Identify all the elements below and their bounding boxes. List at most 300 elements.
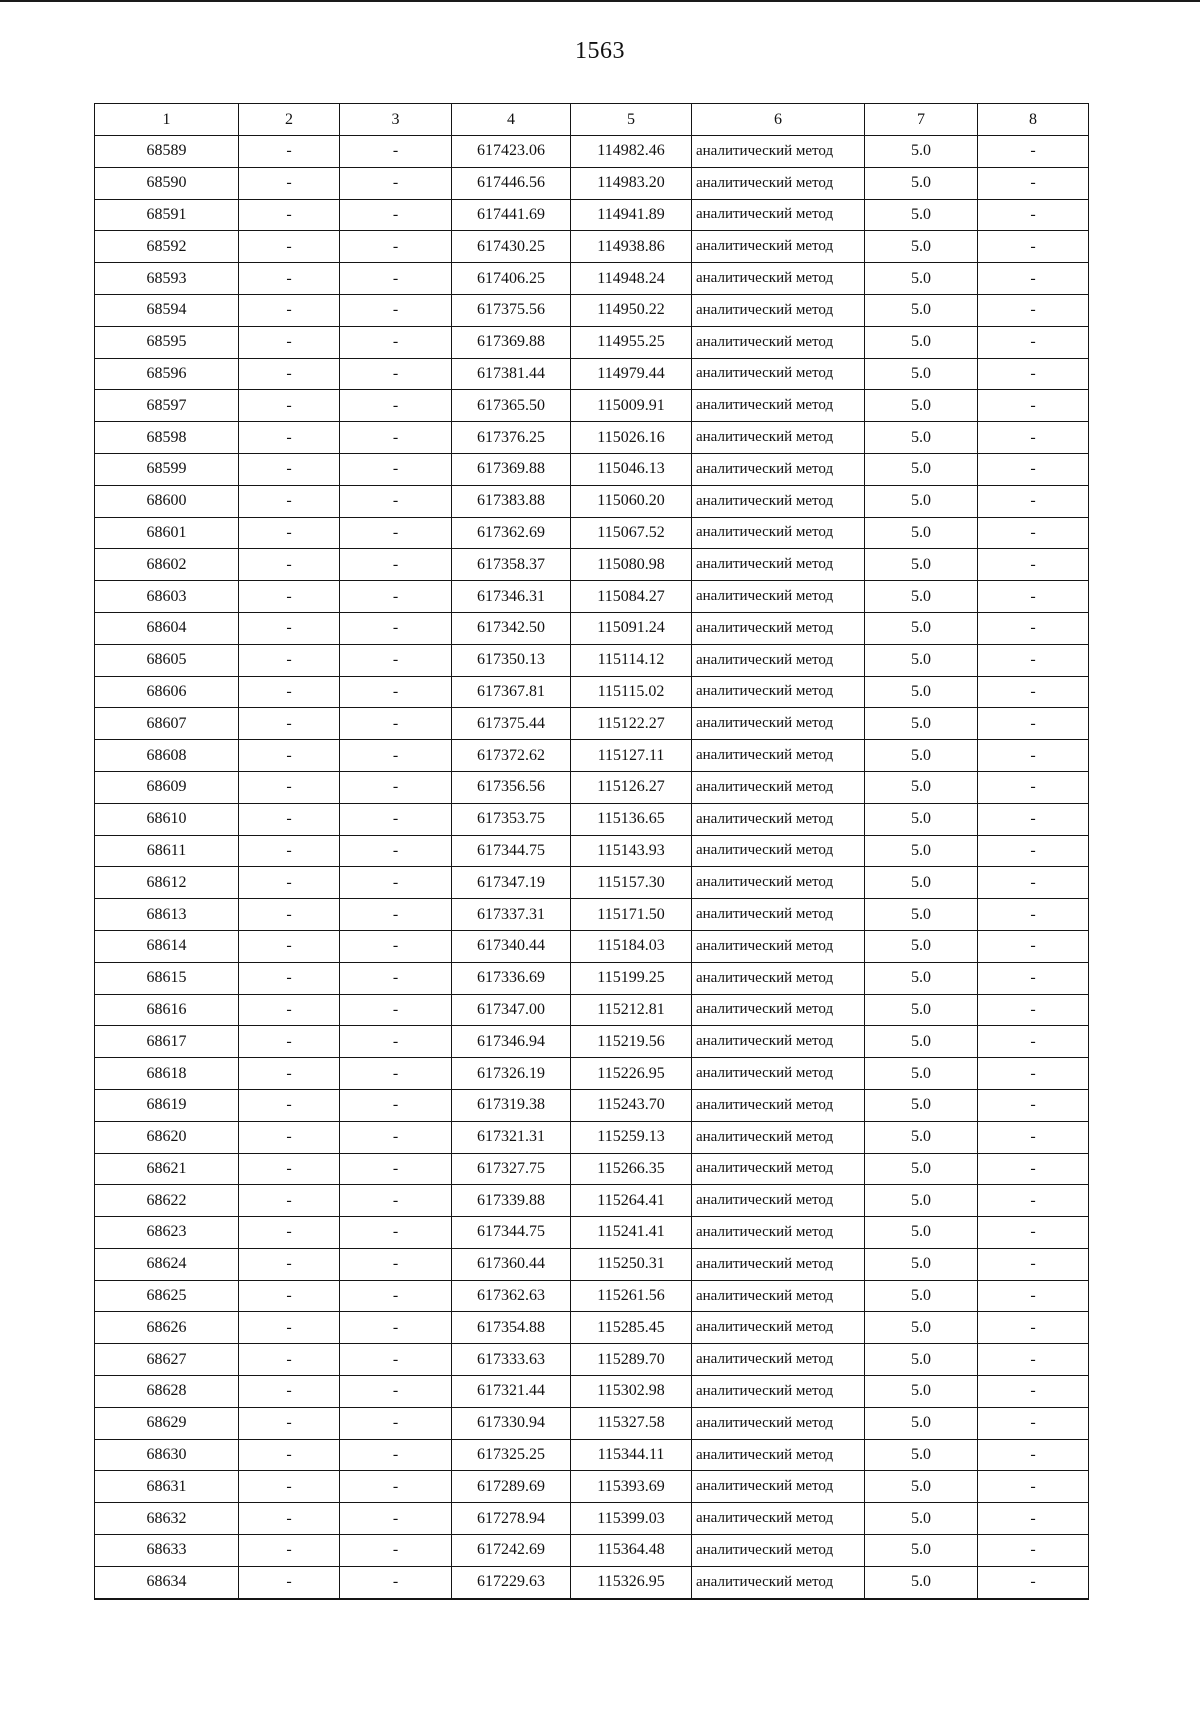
cell-accuracy: 5.0 <box>865 167 978 199</box>
cell-y-coordinate: 115219.56 <box>571 1026 692 1058</box>
cell-point-number: 68622 <box>95 1185 239 1217</box>
cell-col-8-value: - <box>978 326 1089 358</box>
cell-col-2-value: - <box>239 803 340 835</box>
cell-col-2-value: - <box>239 612 340 644</box>
cell-accuracy: 5.0 <box>865 1407 978 1439</box>
table-row <box>95 390 1089 422</box>
cell-y-coordinate: 115080.98 <box>571 549 692 581</box>
table-row <box>95 612 1089 644</box>
cell-point-number: 68592 <box>95 231 239 263</box>
cell-method: аналитический метод <box>692 1153 865 1185</box>
cell-accuracy: 5.0 <box>865 199 978 231</box>
cell-col-2-value: - <box>239 1503 340 1535</box>
cell-point-number: 68603 <box>95 581 239 613</box>
cell-method: аналитический метод <box>692 517 865 549</box>
cell-accuracy: 5.0 <box>865 676 978 708</box>
table-row <box>95 326 1089 358</box>
table-row <box>95 263 1089 295</box>
cell-col-3-value: - <box>340 1471 452 1503</box>
cell-col-3-value: - <box>340 422 452 454</box>
cell-col-2-value: - <box>239 1535 340 1567</box>
cell-x-coordinate: 617360.44 <box>452 1248 571 1280</box>
cell-x-coordinate: 617347.19 <box>452 867 571 899</box>
table-header-row <box>95 104 1089 136</box>
cell-method: аналитический метод <box>692 1058 865 1090</box>
cell-point-number: 68591 <box>95 199 239 231</box>
cell-col-3-value: - <box>340 1217 452 1249</box>
cell-col-3-value: - <box>340 581 452 613</box>
cell-x-coordinate: 617358.37 <box>452 549 571 581</box>
table-row <box>95 930 1089 962</box>
cell-col-3-value: - <box>340 1058 452 1090</box>
cell-col-2-value: - <box>239 358 340 390</box>
cell-accuracy: 5.0 <box>865 1280 978 1312</box>
cell-point-number: 68589 <box>95 136 239 168</box>
cell-accuracy: 5.0 <box>865 390 978 422</box>
cell-col-2-value: - <box>239 1344 340 1376</box>
cell-col-3-value: - <box>340 1376 452 1408</box>
cell-y-coordinate: 115067.52 <box>571 517 692 549</box>
column-header: 8 <box>978 104 1089 136</box>
cell-y-coordinate: 115226.95 <box>571 1058 692 1090</box>
cell-point-number: 68632 <box>95 1503 239 1535</box>
cell-x-coordinate: 617441.69 <box>452 199 571 231</box>
cell-accuracy: 5.0 <box>865 740 978 772</box>
table-row <box>95 1089 1089 1121</box>
cell-method: аналитический метод <box>692 263 865 295</box>
cell-col-3-value: - <box>340 136 452 168</box>
cell-point-number: 68624 <box>95 1248 239 1280</box>
cell-x-coordinate: 617340.44 <box>452 930 571 962</box>
cell-y-coordinate: 114955.25 <box>571 326 692 358</box>
cell-col-2-value: - <box>239 1566 340 1598</box>
cell-y-coordinate: 114941.89 <box>571 199 692 231</box>
cell-col-8-value: - <box>978 899 1089 931</box>
cell-col-8-value: - <box>978 294 1089 326</box>
cell-col-3-value: - <box>340 390 452 422</box>
cell-accuracy: 5.0 <box>865 263 978 295</box>
cell-x-coordinate: 617347.00 <box>452 994 571 1026</box>
cell-point-number: 68613 <box>95 899 239 931</box>
table-row <box>95 199 1089 231</box>
cell-col-3-value: - <box>340 1121 452 1153</box>
table-row <box>95 1185 1089 1217</box>
table-row <box>95 549 1089 581</box>
cell-col-2-value: - <box>239 708 340 740</box>
cell-point-number: 68604 <box>95 612 239 644</box>
cell-col-2-value: - <box>239 771 340 803</box>
cell-y-coordinate: 115289.70 <box>571 1344 692 1376</box>
cell-col-3-value: - <box>340 962 452 994</box>
cell-method: аналитический метод <box>692 390 865 422</box>
cell-col-3-value: - <box>340 835 452 867</box>
cell-point-number: 68590 <box>95 167 239 199</box>
cell-accuracy: 5.0 <box>865 1058 978 1090</box>
cell-method: аналитический метод <box>692 549 865 581</box>
cell-method: аналитический метод <box>692 676 865 708</box>
cell-col-8-value: - <box>978 771 1089 803</box>
cell-method: аналитический метод <box>692 1089 865 1121</box>
table-row <box>95 1058 1089 1090</box>
cell-point-number: 68621 <box>95 1153 239 1185</box>
cell-x-coordinate: 617423.06 <box>452 136 571 168</box>
table-row <box>95 1344 1089 1376</box>
cell-col-3-value: - <box>340 1280 452 1312</box>
cell-y-coordinate: 115364.48 <box>571 1535 692 1567</box>
cell-accuracy: 5.0 <box>865 485 978 517</box>
cell-point-number: 68634 <box>95 1566 239 1598</box>
cell-col-3-value: - <box>340 485 452 517</box>
cell-col-3-value: - <box>340 1535 452 1567</box>
cell-x-coordinate: 617330.94 <box>452 1407 571 1439</box>
cell-col-3-value: - <box>340 930 452 962</box>
cell-accuracy: 5.0 <box>865 930 978 962</box>
cell-col-8-value: - <box>978 199 1089 231</box>
cell-x-coordinate: 617353.75 <box>452 803 571 835</box>
table-row <box>95 803 1089 835</box>
cell-method: аналитический метод <box>692 167 865 199</box>
cell-col-8-value: - <box>978 485 1089 517</box>
cell-x-coordinate: 617362.69 <box>452 517 571 549</box>
cell-col-3-value: - <box>340 294 452 326</box>
cell-y-coordinate: 115261.56 <box>571 1280 692 1312</box>
cell-x-coordinate: 617321.44 <box>452 1376 571 1408</box>
cell-y-coordinate: 115184.03 <box>571 930 692 962</box>
cell-col-3-value: - <box>340 1185 452 1217</box>
cell-col-2-value: - <box>239 294 340 326</box>
cell-point-number: 68618 <box>95 1058 239 1090</box>
cell-point-number: 68597 <box>95 390 239 422</box>
cell-col-2-value: - <box>239 1153 340 1185</box>
cell-accuracy: 5.0 <box>865 294 978 326</box>
table-row <box>95 1217 1089 1249</box>
cell-x-coordinate: 617278.94 <box>452 1503 571 1535</box>
cell-point-number: 68629 <box>95 1407 239 1439</box>
cell-accuracy: 5.0 <box>865 1089 978 1121</box>
cell-y-coordinate: 115143.93 <box>571 835 692 867</box>
cell-col-8-value: - <box>978 581 1089 613</box>
cell-point-number: 68633 <box>95 1535 239 1567</box>
cell-point-number: 68609 <box>95 771 239 803</box>
cell-col-8-value: - <box>978 263 1089 295</box>
table-row <box>95 1280 1089 1312</box>
top-edge-rule <box>0 0 1200 2</box>
cell-col-2-value: - <box>239 263 340 295</box>
cell-point-number: 68631 <box>95 1471 239 1503</box>
cell-col-8-value: - <box>978 676 1089 708</box>
cell-col-3-value: - <box>340 517 452 549</box>
cell-accuracy: 5.0 <box>865 1153 978 1185</box>
cell-method: аналитический метод <box>692 1312 865 1344</box>
cell-method: аналитический метод <box>692 1185 865 1217</box>
cell-y-coordinate: 115399.03 <box>571 1503 692 1535</box>
cell-col-2-value: - <box>239 867 340 899</box>
cell-x-coordinate: 617333.63 <box>452 1344 571 1376</box>
table-row <box>95 581 1089 613</box>
cell-point-number: 68623 <box>95 1217 239 1249</box>
cell-col-2-value: - <box>239 1280 340 1312</box>
cell-col-8-value: - <box>978 1535 1089 1567</box>
table-row <box>95 740 1089 772</box>
cell-method: аналитический метод <box>692 708 865 740</box>
cell-method: аналитический метод <box>692 1439 865 1471</box>
cell-method: аналитический метод <box>692 1407 865 1439</box>
cell-accuracy: 5.0 <box>865 358 978 390</box>
cell-col-2-value: - <box>239 453 340 485</box>
cell-col-2-value: - <box>239 1439 340 1471</box>
cell-point-number: 68625 <box>95 1280 239 1312</box>
cell-y-coordinate: 114950.22 <box>571 294 692 326</box>
cell-col-3-value: - <box>340 994 452 1026</box>
cell-col-2-value: - <box>239 326 340 358</box>
cell-col-8-value: - <box>978 1471 1089 1503</box>
cell-col-8-value: - <box>978 231 1089 263</box>
cell-point-number: 68619 <box>95 1089 239 1121</box>
cell-method: аналитический метод <box>692 136 865 168</box>
cell-point-number: 68607 <box>95 708 239 740</box>
cell-col-8-value: - <box>978 1217 1089 1249</box>
cell-method: аналитический метод <box>692 1248 865 1280</box>
cell-accuracy: 5.0 <box>865 612 978 644</box>
table-row <box>95 676 1089 708</box>
cell-method: аналитический метод <box>692 1280 865 1312</box>
cell-y-coordinate: 115199.25 <box>571 962 692 994</box>
cell-col-8-value: - <box>978 1089 1089 1121</box>
cell-col-2-value: - <box>239 835 340 867</box>
cell-col-2-value: - <box>239 167 340 199</box>
cell-accuracy: 5.0 <box>865 1344 978 1376</box>
cell-col-3-value: - <box>340 1248 452 1280</box>
cell-col-8-value: - <box>978 1280 1089 1312</box>
table-row <box>95 1153 1089 1185</box>
cell-col-8-value: - <box>978 136 1089 168</box>
cell-method: аналитический метод <box>692 962 865 994</box>
cell-x-coordinate: 617354.88 <box>452 1312 571 1344</box>
cell-accuracy: 5.0 <box>865 1217 978 1249</box>
table-row <box>95 294 1089 326</box>
cell-y-coordinate: 114938.86 <box>571 231 692 263</box>
cell-method: аналитический метод <box>692 1376 865 1408</box>
cell-method: аналитический метод <box>692 231 865 263</box>
cell-y-coordinate: 115126.27 <box>571 771 692 803</box>
cell-accuracy: 5.0 <box>865 1248 978 1280</box>
cell-x-coordinate: 617369.88 <box>452 326 571 358</box>
cell-col-2-value: - <box>239 1376 340 1408</box>
cell-col-2-value: - <box>239 1407 340 1439</box>
cell-col-8-value: - <box>978 1121 1089 1153</box>
table-row <box>95 136 1089 168</box>
cell-accuracy: 5.0 <box>865 708 978 740</box>
cell-y-coordinate: 115266.35 <box>571 1153 692 1185</box>
cell-col-2-value: - <box>239 740 340 772</box>
cell-x-coordinate: 617406.25 <box>452 263 571 295</box>
cell-x-coordinate: 617346.31 <box>452 581 571 613</box>
cell-x-coordinate: 617339.88 <box>452 1185 571 1217</box>
cell-x-coordinate: 617367.81 <box>452 676 571 708</box>
cell-col-3-value: - <box>340 708 452 740</box>
table-row <box>95 1471 1089 1503</box>
table-row <box>95 1407 1089 1439</box>
cell-y-coordinate: 115344.11 <box>571 1439 692 1471</box>
cell-point-number: 68600 <box>95 485 239 517</box>
cell-accuracy: 5.0 <box>865 136 978 168</box>
cell-col-8-value: - <box>978 422 1089 454</box>
cell-method: аналитический метод <box>692 1471 865 1503</box>
cell-x-coordinate: 617337.31 <box>452 899 571 931</box>
cell-accuracy: 5.0 <box>865 994 978 1026</box>
cell-method: аналитический метод <box>692 1026 865 1058</box>
cell-col-8-value: - <box>978 930 1089 962</box>
cell-x-coordinate: 617325.25 <box>452 1439 571 1471</box>
cell-method: аналитический метод <box>692 899 865 931</box>
cell-point-number: 68598 <box>95 422 239 454</box>
table-row <box>95 1312 1089 1344</box>
cell-x-coordinate: 617326.19 <box>452 1058 571 1090</box>
cell-col-8-value: - <box>978 803 1089 835</box>
table-body <box>95 136 1089 1599</box>
cell-point-number: 68612 <box>95 867 239 899</box>
table-row <box>95 1121 1089 1153</box>
cell-y-coordinate: 115114.12 <box>571 644 692 676</box>
cell-y-coordinate: 115157.30 <box>571 867 692 899</box>
cell-y-coordinate: 115122.27 <box>571 708 692 740</box>
cell-y-coordinate: 115212.81 <box>571 994 692 1026</box>
cell-col-3-value: - <box>340 1344 452 1376</box>
cell-accuracy: 5.0 <box>865 326 978 358</box>
cell-x-coordinate: 617372.62 <box>452 740 571 772</box>
cell-col-8-value: - <box>978 1312 1089 1344</box>
cell-col-8-value: - <box>978 835 1089 867</box>
cell-y-coordinate: 115259.13 <box>571 1121 692 1153</box>
cell-col-3-value: - <box>340 644 452 676</box>
cell-col-3-value: - <box>340 1439 452 1471</box>
cell-x-coordinate: 617321.31 <box>452 1121 571 1153</box>
cell-col-3-value: - <box>340 231 452 263</box>
cell-col-2-value: - <box>239 422 340 454</box>
table-row <box>95 485 1089 517</box>
cell-col-8-value: - <box>978 644 1089 676</box>
cell-col-8-value: - <box>978 994 1089 1026</box>
cell-col-2-value: - <box>239 485 340 517</box>
cell-col-8-value: - <box>978 517 1089 549</box>
cell-col-3-value: - <box>340 1026 452 1058</box>
cell-accuracy: 5.0 <box>865 453 978 485</box>
table-row <box>95 771 1089 803</box>
cell-x-coordinate: 617362.63 <box>452 1280 571 1312</box>
cell-col-3-value: - <box>340 263 452 295</box>
cell-accuracy: 5.0 <box>865 1376 978 1408</box>
cell-y-coordinate: 115326.95 <box>571 1566 692 1598</box>
cell-method: аналитический метод <box>692 867 865 899</box>
cell-col-2-value: - <box>239 1312 340 1344</box>
cell-method: аналитический метод <box>692 326 865 358</box>
cell-col-3-value: - <box>340 1566 452 1598</box>
cell-y-coordinate: 115136.65 <box>571 803 692 835</box>
table-row <box>95 1248 1089 1280</box>
cell-point-number: 68601 <box>95 517 239 549</box>
cell-method: аналитический метод <box>692 199 865 231</box>
table-row <box>95 644 1089 676</box>
cell-col-8-value: - <box>978 1248 1089 1280</box>
cell-col-8-value: - <box>978 549 1089 581</box>
table-row <box>95 994 1089 1026</box>
cell-point-number: 68602 <box>95 549 239 581</box>
cell-y-coordinate: 115009.91 <box>571 390 692 422</box>
cell-col-2-value: - <box>239 581 340 613</box>
cell-accuracy: 5.0 <box>865 771 978 803</box>
cell-accuracy: 5.0 <box>865 962 978 994</box>
column-header: 7 <box>865 104 978 136</box>
coordinates-table <box>94 103 1089 1600</box>
cell-accuracy: 5.0 <box>865 1535 978 1567</box>
cell-col-2-value: - <box>239 899 340 931</box>
cell-col-8-value: - <box>978 612 1089 644</box>
cell-y-coordinate: 115026.16 <box>571 422 692 454</box>
table-row <box>95 167 1089 199</box>
table-row <box>95 1376 1089 1408</box>
cell-point-number: 68620 <box>95 1121 239 1153</box>
table-row <box>95 422 1089 454</box>
cell-col-8-value: - <box>978 867 1089 899</box>
cell-point-number: 68610 <box>95 803 239 835</box>
column-header: 6 <box>692 104 865 136</box>
cell-col-8-value: - <box>978 1185 1089 1217</box>
cell-col-3-value: - <box>340 740 452 772</box>
cell-col-2-value: - <box>239 930 340 962</box>
cell-point-number: 68616 <box>95 994 239 1026</box>
cell-col-2-value: - <box>239 1026 340 1058</box>
cell-col-8-value: - <box>978 390 1089 422</box>
table-row <box>95 1566 1089 1598</box>
cell-method: аналитический метод <box>692 485 865 517</box>
cell-col-2-value: - <box>239 1471 340 1503</box>
table-row <box>95 231 1089 263</box>
cell-method: аналитический метод <box>692 612 865 644</box>
table-row <box>95 1535 1089 1567</box>
cell-accuracy: 5.0 <box>865 517 978 549</box>
cell-point-number: 68617 <box>95 1026 239 1058</box>
cell-col-2-value: - <box>239 199 340 231</box>
cell-col-2-value: - <box>239 517 340 549</box>
cell-col-8-value: - <box>978 1344 1089 1376</box>
cell-accuracy: 5.0 <box>865 1121 978 1153</box>
cell-point-number: 68596 <box>95 358 239 390</box>
cell-method: аналитический метод <box>692 1344 865 1376</box>
cell-point-number: 68614 <box>95 930 239 962</box>
table-row <box>95 453 1089 485</box>
cell-col-3-value: - <box>340 199 452 231</box>
cell-method: аналитический метод <box>692 422 865 454</box>
table-row <box>95 962 1089 994</box>
cell-col-8-value: - <box>978 1058 1089 1090</box>
cell-col-8-value: - <box>978 1439 1089 1471</box>
cell-method: аналитический метод <box>692 1503 865 1535</box>
cell-col-3-value: - <box>340 1312 452 1344</box>
cell-x-coordinate: 617375.56 <box>452 294 571 326</box>
cell-y-coordinate: 115115.02 <box>571 676 692 708</box>
cell-y-coordinate: 114948.24 <box>571 263 692 295</box>
cell-point-number: 68605 <box>95 644 239 676</box>
cell-col-2-value: - <box>239 1058 340 1090</box>
cell-method: аналитический метод <box>692 1217 865 1249</box>
cell-accuracy: 5.0 <box>865 1185 978 1217</box>
cell-col-8-value: - <box>978 962 1089 994</box>
cell-x-coordinate: 617446.56 <box>452 167 571 199</box>
cell-accuracy: 5.0 <box>865 422 978 454</box>
cell-method: аналитический метод <box>692 358 865 390</box>
cell-col-2-value: - <box>239 994 340 1026</box>
cell-col-3-value: - <box>340 771 452 803</box>
